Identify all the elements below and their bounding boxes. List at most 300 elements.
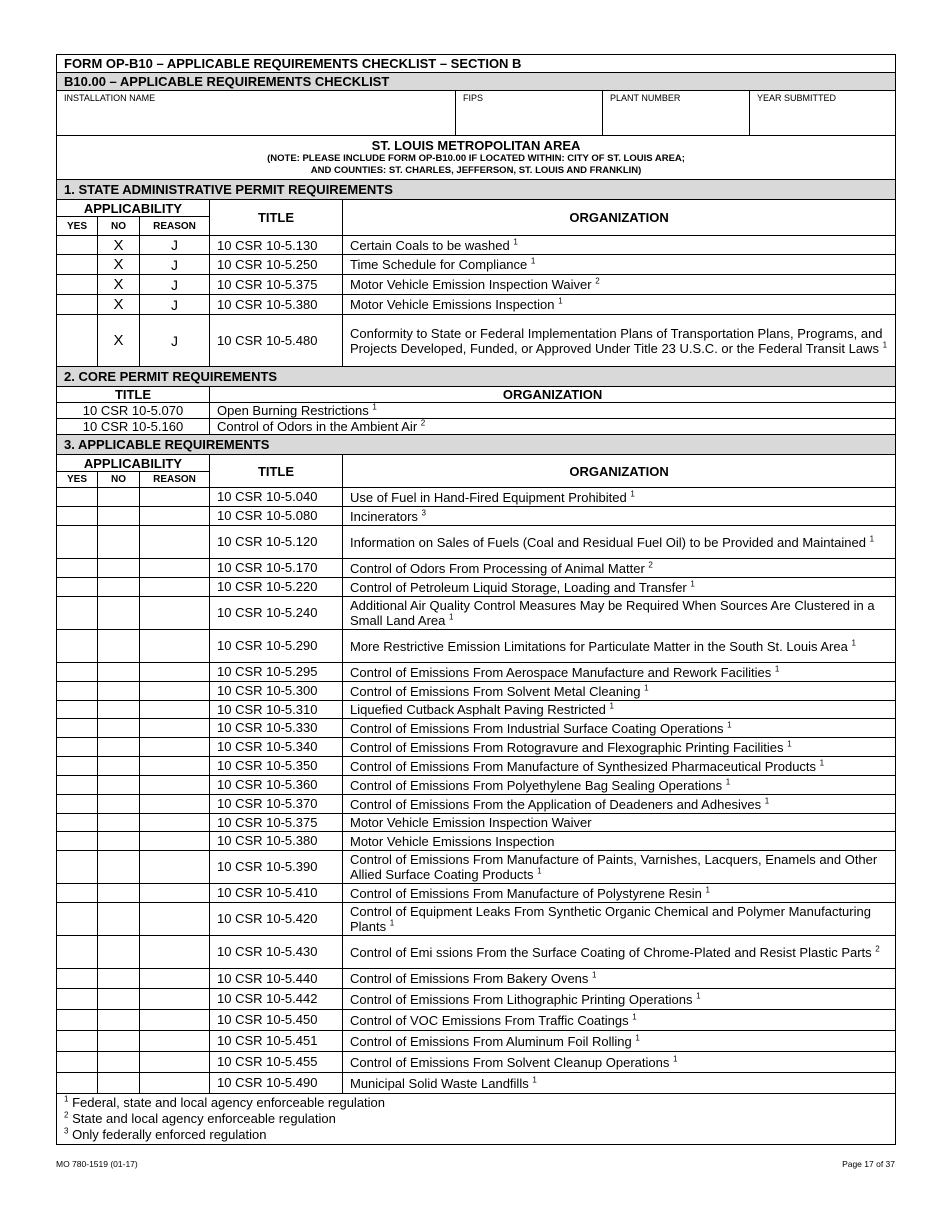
footnote-ref: 1 [630, 489, 635, 499]
no-cell[interactable] [98, 795, 140, 814]
no-cell[interactable] [98, 597, 140, 630]
no-cell[interactable] [98, 884, 140, 903]
organization-cell [343, 795, 896, 814]
no-col-header: NO [98, 217, 140, 236]
title-cell: 10 CSR 10-5.451 [210, 1031, 343, 1052]
table-row [57, 526, 896, 559]
footnote-text: State and local agency enforceable regulation [72, 1111, 336, 1126]
reason-cell[interactable] [140, 903, 210, 936]
organization-cell [343, 1010, 896, 1031]
section2-heading: 2. CORE PERMIT REQUIREMENTS [57, 367, 896, 387]
footnote-ref: 1 [609, 701, 614, 711]
organization-text: Control of Emissions From the Application of Deadeners and Adhesives [350, 796, 762, 812]
table-row [57, 315, 896, 367]
organization-text: Control of Emi ssions From the Surface Coating of Chrome-Plated and Resist Plastic Parts [350, 944, 872, 960]
no-cell[interactable] [98, 814, 140, 832]
yes-cell[interactable] [57, 663, 98, 682]
no-cell[interactable] [98, 1073, 140, 1094]
organization-cell [343, 526, 896, 559]
table-row [57, 1010, 896, 1031]
footnote-ref: 1 [532, 1075, 537, 1085]
table-row [57, 488, 896, 507]
footnote-mark: 3 [64, 1126, 69, 1136]
table-row [57, 884, 896, 903]
title-cell: 10 CSR 10-5.040 [210, 488, 343, 507]
title-col-header-s3: TITLE [210, 455, 343, 488]
footnote-mark: 1 [64, 1094, 69, 1104]
no-col-header-s3: NO [98, 472, 140, 488]
table-row [57, 559, 896, 578]
table-row [57, 578, 896, 597]
no-cell[interactable] [98, 1052, 140, 1073]
organization-cell [343, 507, 896, 526]
yes-cell[interactable] [57, 936, 98, 969]
reason-cell[interactable] [140, 1073, 210, 1094]
footnote-ref: 2 [875, 944, 880, 954]
organization-text: Control of Odors From Processing of Animal Matter [350, 560, 645, 576]
table-row [57, 851, 896, 884]
organization-cell [343, 488, 896, 507]
organization-text: Motor Vehicle Emissions Inspection [350, 833, 555, 849]
organization-text: Control of VOC Emissions From Traffic Coatings [350, 1012, 629, 1028]
reason-cell[interactable] [140, 578, 210, 597]
no-cell[interactable] [98, 507, 140, 526]
yes-cell[interactable] [57, 578, 98, 597]
yes-cell[interactable] [57, 1052, 98, 1073]
reason-cell[interactable] [140, 757, 210, 776]
reason-cell[interactable] [140, 526, 210, 559]
table-row [57, 738, 896, 757]
section3-heading: 3. APPLICABLE REQUIREMENTS [57, 435, 896, 455]
footnotes [57, 1094, 896, 1145]
title-cell: 10 CSR 10-5.080 [210, 507, 343, 526]
reason-cell[interactable] [140, 1052, 210, 1073]
organization-text: Control of Odors in the Ambient Air [217, 418, 418, 434]
no-cell[interactable]: X [98, 295, 140, 315]
no-cell[interactable] [98, 989, 140, 1010]
table-row [57, 776, 896, 795]
organization-text: Municipal Solid Waste Landfills [350, 1075, 529, 1091]
table-row [57, 1031, 896, 1052]
title-cell: 10 CSR 10-5.070 [57, 403, 210, 419]
title-cell: 10 CSR 10-5.440 [210, 969, 343, 989]
yes-cell[interactable] [57, 315, 98, 367]
reason-cell[interactable] [140, 507, 210, 526]
no-cell[interactable] [98, 663, 140, 682]
title-col-header: TITLE [210, 200, 343, 236]
title-cell: 10 CSR 10-5.240 [210, 597, 343, 630]
title-cell: 10 CSR 10-5.442 [210, 989, 343, 1010]
reason-cell[interactable] [140, 719, 210, 738]
organization-text: More Restrictive Emission Limitations for Particulate Matter in the South St. Louis Area [350, 638, 848, 654]
organization-cell [343, 814, 896, 832]
organization-text: Motor Vehicle Emissions Inspection [350, 297, 555, 312]
organization-cell [343, 663, 896, 682]
organization-text: Control of Emissions From Manufacture of Synthesized Pharmaceutical Products [350, 758, 817, 774]
organization-text: Incinerators [350, 508, 418, 524]
organization-cell [343, 578, 896, 597]
organization-cell [343, 738, 896, 757]
title-cell: 10 CSR 10-5.420 [210, 903, 343, 936]
applicability-header: APPLICABILITY [57, 200, 210, 217]
no-cell[interactable] [98, 757, 140, 776]
footnote-ref: 1 [592, 970, 597, 980]
footnote-ref: 2 [420, 418, 426, 428]
reason-cell[interactable]: J [140, 255, 210, 275]
organization-text: Control of Emissions From Solvent Metal Cleaning [350, 683, 641, 699]
no-cell[interactable]: X [98, 255, 140, 275]
reason-cell[interactable] [140, 936, 210, 969]
organization-text: Control of Emissions From Lithographic Printing Operations [350, 991, 693, 1007]
table-row [57, 701, 896, 719]
table-row [57, 295, 896, 315]
form-title: FORM OP-B10 – APPLICABLE REQUIREMENTS CHECKLIST – SECTION B [57, 55, 896, 73]
organization-cell [343, 701, 896, 719]
organization-text: Motor Vehicle Emission Inspection Waiver [350, 277, 592, 292]
reason-col-header-s3: REASON [140, 472, 210, 488]
no-cell[interactable] [98, 1031, 140, 1052]
no-cell[interactable] [98, 738, 140, 757]
reason-cell[interactable] [140, 559, 210, 578]
organization-text: Control of Emissions From Manufacture of Paints, Varnishes, Lacquers, Enamels and Other Allied Surface Coating Products [350, 852, 878, 882]
yes-cell[interactable] [57, 597, 98, 630]
organization-text: Control of Emissions From Manufacture of Polystyrene Resin [350, 885, 702, 901]
organization-cell [343, 295, 896, 315]
organization-text: Conformity to State or Federal Implementation Plans of Transportation Plans, Programs, and Projects Developed, Funded, or Approved Under Title 23 U.S.C. or the Federal Transit Laws [350, 325, 883, 356]
title-cell: 10 CSR 10-5.250 [210, 255, 343, 275]
organization-text: Additional Air Quality Control Measures May be Required When Sources Are Clustered in a Small Land Area [350, 598, 875, 628]
yes-cell[interactable] [57, 903, 98, 936]
table-row [57, 989, 896, 1010]
footnote-ref: 1 [632, 1012, 637, 1022]
organization-text: Control of Emissions From Polyethylene Bag Sealing Operations [350, 777, 723, 793]
table-row [57, 403, 896, 419]
organization-cell [343, 630, 896, 663]
core-title-col-header: TITLE [57, 387, 210, 403]
form-table [56, 54, 896, 1145]
footnote-ref: 1 [869, 534, 875, 544]
reason-cell[interactable] [140, 776, 210, 795]
yes-cell[interactable] [57, 795, 98, 814]
table-row [57, 236, 896, 255]
organization-cell [343, 597, 896, 630]
footnote-ref: 3 [421, 508, 426, 518]
reason-cell[interactable] [140, 832, 210, 851]
section1-heading: 1. STATE ADMINISTRATIVE PERMIT REQUIREMENTS [57, 180, 896, 200]
footnote-ref: 1 [819, 758, 825, 768]
reason-cell[interactable] [140, 814, 210, 832]
no-cell[interactable] [98, 1010, 140, 1031]
reason-cell[interactable]: J [140, 275, 210, 295]
reason-cell[interactable] [140, 663, 210, 682]
organization-text: Open Burning Restrictions [217, 402, 369, 418]
organization-cell [343, 682, 896, 701]
no-cell[interactable] [98, 719, 140, 738]
title-cell: 10 CSR 10-5.350 [210, 757, 343, 776]
no-cell[interactable] [98, 903, 140, 936]
organization-text: Control of Equipment Leaks From Synthetic Organic Chemical and Polymer Manufacturing Plants [350, 904, 871, 934]
title-cell: 10 CSR 10-5.410 [210, 884, 343, 903]
organization-text: Certain Coals to be washed [350, 237, 510, 253]
no-cell[interactable] [98, 701, 140, 719]
organization-cell [343, 719, 896, 738]
reason-cell[interactable] [140, 738, 210, 757]
footnote-ref: 1 [774, 664, 780, 674]
title-cell: 10 CSR 10-5.380 [210, 295, 343, 315]
title-cell: 10 CSR 10-5.170 [210, 559, 343, 578]
yes-col-header: YES [57, 217, 98, 236]
title-cell: 10 CSR 10-5.450 [210, 1010, 343, 1031]
table-row [57, 969, 896, 989]
title-cell: 10 CSR 10-5.390 [210, 851, 343, 884]
footnote-ref: 1 [696, 991, 701, 1001]
footnote-mark: 2 [64, 1110, 69, 1120]
footnote-ref: 1 [537, 866, 542, 876]
no-cell[interactable] [98, 559, 140, 578]
organization-text: Control of Emissions From Bakery Ovens [350, 971, 589, 986]
no-cell[interactable]: X [98, 275, 140, 295]
organization-cell [343, 903, 896, 936]
installation-name-label: INSTALLATION NAME [64, 93, 156, 103]
reason-cell[interactable] [140, 884, 210, 903]
no-cell[interactable] [98, 578, 140, 597]
reason-cell[interactable]: J [140, 236, 210, 255]
organization-text: Liquefied Cutback Asphalt Paving Restricted [350, 702, 606, 717]
checklist-subtitle: B10.00 – APPLICABLE REQUIREMENTS CHECKLIST [57, 73, 896, 91]
page-number: Page 17 of 37 [842, 1159, 895, 1169]
title-cell: 10 CSR 10-5.370 [210, 795, 343, 814]
yes-cell[interactable] [57, 969, 98, 989]
title-cell: 10 CSR 10-5.375 [210, 814, 343, 832]
yes-cell[interactable] [57, 559, 98, 578]
reason-cell[interactable] [140, 630, 210, 663]
organization-cell [343, 989, 896, 1010]
title-cell: 10 CSR 10-5.330 [210, 719, 343, 738]
footnote-line [64, 1111, 888, 1127]
reason-cell[interactable] [140, 851, 210, 884]
no-cell[interactable] [98, 630, 140, 663]
footnote-ref: 1 [764, 796, 770, 806]
reason-cell[interactable] [140, 701, 210, 719]
organization-cell [343, 776, 896, 795]
table-row [57, 630, 896, 663]
table-row [57, 419, 896, 435]
title-cell: 10 CSR 10-5.290 [210, 630, 343, 663]
table-row [57, 814, 896, 832]
footnote-ref: 1 [725, 777, 731, 787]
table-row [57, 1073, 896, 1094]
footnote-ref: 1 [530, 256, 536, 266]
organization-cell [343, 832, 896, 851]
organization-cell [343, 275, 896, 295]
table-row [57, 507, 896, 526]
organization-cell [343, 1031, 896, 1052]
yes-cell[interactable] [57, 701, 98, 719]
organization-cell [210, 419, 896, 435]
yes-cell[interactable] [57, 814, 98, 832]
plant-number-field[interactable] [603, 91, 750, 136]
yes-cell[interactable] [57, 832, 98, 851]
table-row [57, 903, 896, 936]
yes-cell[interactable] [57, 236, 98, 255]
title-cell: 10 CSR 10-5.295 [210, 663, 343, 682]
reason-cell[interactable] [140, 488, 210, 507]
table-row [57, 275, 896, 295]
organization-text: Control of Petroleum Liquid Storage, Loading and Transfer [350, 579, 687, 595]
footnote-ref: 1 [372, 402, 377, 412]
yes-cell[interactable] [57, 526, 98, 559]
yes-cell[interactable] [57, 851, 98, 884]
table-row [57, 1052, 896, 1073]
footnote-ref: 1 [635, 1033, 640, 1043]
form-number: MO 780-1519 (01-17) [56, 1159, 138, 1169]
footnote-ref: 1 [851, 638, 856, 648]
title-cell: 10 CSR 10-5.360 [210, 776, 343, 795]
yes-cell[interactable] [57, 719, 98, 738]
reason-cell[interactable]: J [140, 295, 210, 315]
yes-cell[interactable] [57, 295, 98, 315]
organization-cell [343, 1052, 896, 1073]
organization-cell [343, 757, 896, 776]
footnote-ref: 1 [690, 579, 695, 589]
no-cell[interactable]: X [98, 236, 140, 255]
footnote-ref: 1 [882, 340, 888, 350]
yes-cell[interactable] [57, 1073, 98, 1094]
organization-col-header-s3: ORGANIZATION [343, 455, 896, 488]
area-title: ST. LOUIS METROPOLITAN AREA [371, 138, 581, 153]
title-cell: 10 CSR 10-5.430 [210, 936, 343, 969]
organization-cell [343, 559, 896, 578]
reason-cell[interactable] [140, 682, 210, 701]
title-cell: 10 CSR 10-5.340 [210, 738, 343, 757]
reason-cell[interactable] [140, 597, 210, 630]
footnote-ref: 1 [705, 885, 710, 895]
yes-cell[interactable] [57, 776, 98, 795]
table-row [57, 795, 896, 814]
fips-field[interactable] [456, 91, 603, 136]
footnote-line [64, 1127, 888, 1143]
footnote-ref: 1 [558, 296, 563, 306]
footnote-ref: 1 [644, 683, 649, 693]
year-submitted-label: YEAR SUBMITTED [757, 93, 837, 103]
table-row [57, 832, 896, 851]
organization-text: Use of Fuel in Hand-Fired Equipment Prohibited [350, 489, 627, 505]
organization-cell [343, 255, 896, 275]
footnote-text: Only federally enforced regulation [72, 1127, 267, 1142]
footnote-ref: 2 [595, 276, 600, 286]
yes-cell[interactable] [57, 255, 98, 275]
no-cell[interactable] [98, 682, 140, 701]
yes-cell[interactable] [57, 630, 98, 663]
organization-cell [210, 403, 896, 419]
form-page [56, 54, 895, 1145]
yes-cell[interactable] [57, 1031, 98, 1052]
no-cell[interactable] [98, 969, 140, 989]
applicability-header-s3: APPLICABILITY [57, 455, 210, 472]
reason-cell[interactable] [140, 1010, 210, 1031]
table-row [57, 719, 896, 738]
reason-cell[interactable] [140, 969, 210, 989]
title-cell: 10 CSR 10-5.480 [210, 315, 343, 367]
footnote-ref: 1 [389, 918, 395, 928]
fips-label: FIPS [463, 93, 484, 103]
yes-cell[interactable] [57, 682, 98, 701]
organization-cell [343, 315, 896, 367]
title-cell: 10 CSR 10-5.160 [57, 419, 210, 435]
no-cell[interactable] [98, 851, 140, 884]
organization-text: Motor Vehicle Emission Inspection Waiver [350, 815, 592, 830]
title-cell: 10 CSR 10-5.380 [210, 832, 343, 851]
year-submitted-field[interactable] [750, 91, 896, 136]
yes-cell[interactable] [57, 488, 98, 507]
table-row [57, 255, 896, 275]
area-note-line2: AND COUNTIES: ST. CHARLES, JEFFERSON, ST. LOUIS AND FRANKLIN) [310, 165, 642, 176]
title-cell: 10 CSR 10-5.490 [210, 1073, 343, 1094]
organization-cell [343, 1073, 896, 1094]
yes-cell[interactable] [57, 507, 98, 526]
title-cell: 10 CSR 10-5.130 [210, 236, 343, 255]
organization-cell [343, 884, 896, 903]
reason-col-header: REASON [140, 217, 210, 236]
title-cell: 10 CSR 10-5.220 [210, 578, 343, 597]
table-row [57, 597, 896, 630]
organization-text: Time Schedule for Compliance [350, 257, 528, 272]
title-cell: 10 CSR 10-5.300 [210, 682, 343, 701]
reason-cell[interactable] [140, 1031, 210, 1052]
yes-cell[interactable] [57, 757, 98, 776]
reason-cell[interactable]: J [140, 315, 210, 367]
yes-col-header-s3: YES [57, 472, 98, 488]
reason-cell[interactable] [140, 989, 210, 1010]
yes-cell[interactable] [57, 275, 98, 295]
plant-number-label: PLANT NUMBER [610, 93, 681, 103]
organization-col-header: ORGANIZATION [343, 200, 896, 236]
footnote-ref: 1 [727, 720, 732, 730]
footnote-ref: 1 [449, 612, 454, 622]
no-cell[interactable] [98, 776, 140, 795]
core-organization-col-header: ORGANIZATION [210, 387, 896, 403]
installation-name-field[interactable] [57, 91, 456, 136]
area-block [57, 136, 896, 180]
organization-cell [343, 236, 896, 255]
title-cell: 10 CSR 10-5.120 [210, 526, 343, 559]
footnote-text: Federal, state and local agency enforceable regulation [72, 1095, 386, 1110]
organization-cell [343, 851, 896, 884]
organization-text: Control of Emissions From Aerospace Manufacture and Rework Facilities [350, 664, 772, 680]
yes-cell[interactable] [57, 989, 98, 1010]
organization-cell [343, 969, 896, 989]
table-row [57, 663, 896, 682]
table-row [57, 757, 896, 776]
title-cell: 10 CSR 10-5.310 [210, 701, 343, 719]
no-cell[interactable] [98, 832, 140, 851]
no-cell[interactable] [98, 936, 140, 969]
table-row [57, 682, 896, 701]
no-cell[interactable] [98, 488, 140, 507]
yes-cell[interactable] [57, 738, 98, 757]
footnote-ref: 1 [513, 237, 518, 247]
organization-text: Information on Sales of Fuels (Coal and Residual Fuel Oil) to be Provided and Maintained [350, 534, 866, 550]
no-cell[interactable] [98, 526, 140, 559]
yes-cell[interactable] [57, 884, 98, 903]
yes-cell[interactable] [57, 1010, 98, 1031]
organization-text: Control of Emissions From Solvent Cleanup Operations [350, 1054, 670, 1070]
organization-text: Control of Emissions From Aluminum Foil Rolling [350, 1033, 632, 1049]
footnote-ref: 2 [648, 560, 653, 570]
no-cell[interactable]: X [98, 315, 140, 367]
reason-cell[interactable] [140, 795, 210, 814]
title-cell: 10 CSR 10-5.455 [210, 1052, 343, 1073]
